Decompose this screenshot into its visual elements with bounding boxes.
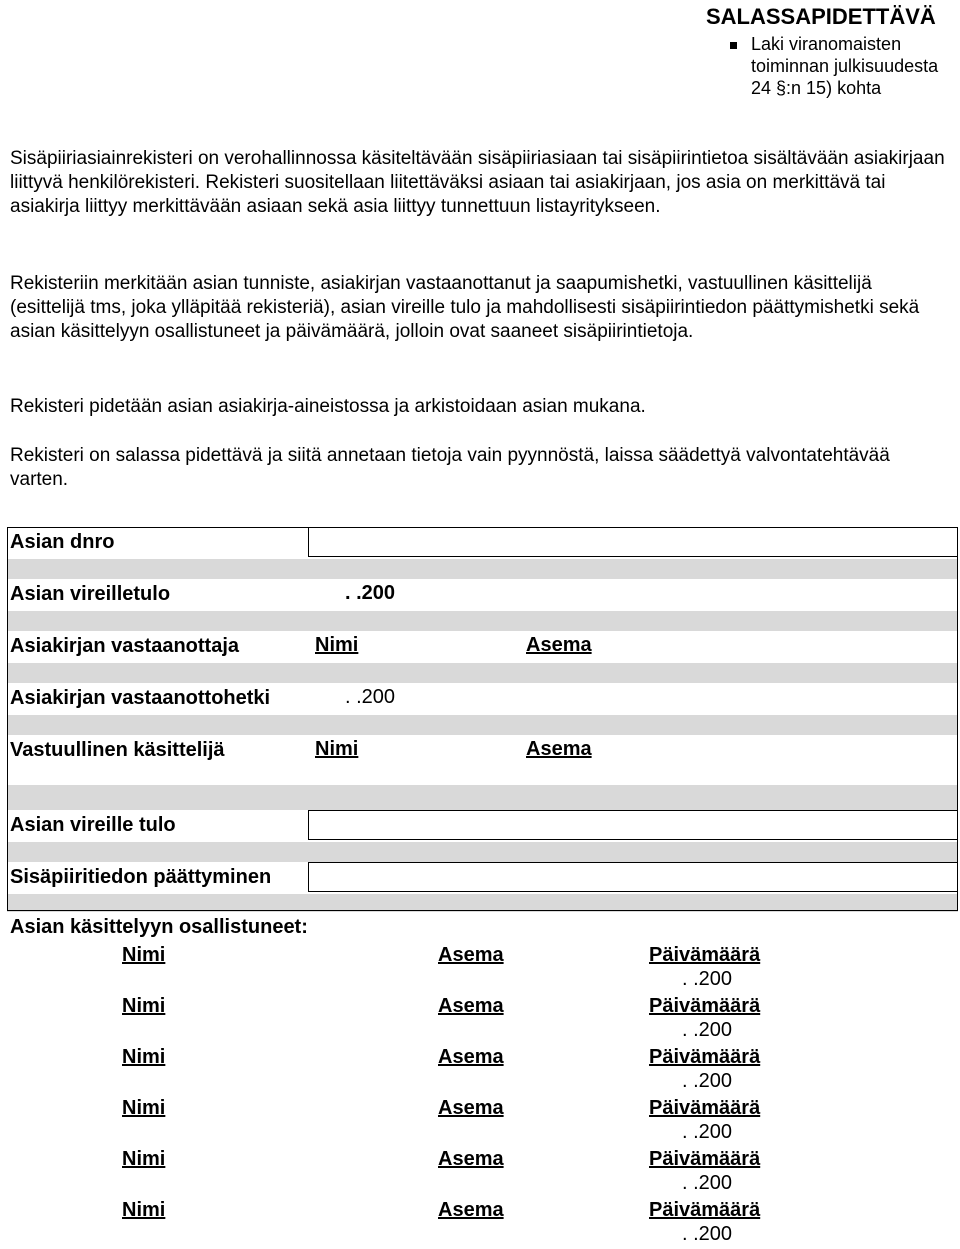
participant-date[interactable]: . .200 (682, 1070, 733, 1092)
participant-date-label: Päivämäärä (649, 995, 761, 1017)
participants-section (7, 913, 958, 1247)
document-recipient-name[interactable]: Nimi (315, 634, 359, 656)
case-initiation-label: Asian vireilletulo (10, 583, 171, 605)
responsible-handler-row (7, 735, 958, 785)
square-bullet-icon (730, 42, 737, 49)
participant-position[interactable]: Asema (438, 1097, 504, 1119)
participant-date-label: Päivämäärä (649, 1046, 761, 1068)
case-number-label: Asian dnro (10, 531, 115, 553)
participant-row (7, 1043, 958, 1094)
law-reference-text: Laki viranomaisten toiminnan julkisuudesta 24 §:n 15) kohta (751, 34, 939, 98)
document-received-date[interactable]: . .200 (345, 686, 396, 708)
insider-info-end-row (7, 862, 958, 894)
participant-date-label: Päivämäärä (649, 1199, 761, 1221)
document-received-label: Asiakirjan vastaanottohetki (10, 687, 271, 709)
confidentiality-paragraph: Rekisteri on salassa pidettävä ja siitä annetaan tietoja vain pyynnöstä, laissa säädettyä valvontatehtävää varten. (10, 445, 890, 490)
participant-date[interactable]: . .200 (682, 968, 733, 990)
participant-row (7, 1145, 958, 1196)
spacer (7, 663, 958, 683)
participant-date-label: Päivämäärä (649, 944, 761, 966)
responsible-handler-position[interactable]: Asema (526, 738, 592, 760)
document-recipient-position[interactable]: Asema (526, 634, 592, 656)
case-number-field[interactable] (308, 527, 958, 557)
spacer (7, 894, 958, 912)
spacer (7, 559, 958, 579)
participant-row (7, 1094, 958, 1145)
case-pending-field[interactable] (308, 810, 958, 840)
participant-date[interactable]: . .200 (682, 1172, 733, 1194)
spacer (7, 611, 958, 631)
case-pending-row (7, 810, 958, 842)
insider-info-end-label: Sisäpiiritiedon päättyminen (10, 866, 272, 888)
intro-paragraph: Sisäpiiriasiainrekisteri on verohallinnossa käsiteltävään sisäpiiriasiaan tai sisäpiirintietoa sisältävään asiakirjaan liittyvä henkilörekisteri. Rekisteri suositellaan liitettäväksi asiaan tai asiakirjaan, jos asia on merkittävä tai asiakirja liittyy merkittävään asiaan sekä asia liittyy tunnettuun listayritykseen. (10, 148, 945, 217)
document-received-row (7, 683, 958, 715)
participant-name[interactable]: Nimi (122, 995, 166, 1017)
participant-date[interactable]: . .200 (682, 1121, 733, 1143)
law-reference-item (706, 33, 956, 99)
spacer (7, 785, 958, 810)
participant-name[interactable]: Nimi (122, 1097, 166, 1119)
register-form (7, 527, 958, 912)
document-recipient-label: Asiakirjan vastaanottaja (10, 635, 239, 657)
case-pending-label: Asian vireille tulo (10, 814, 176, 836)
participant-name[interactable]: Nimi (122, 1199, 166, 1221)
participant-date[interactable]: . .200 (682, 1223, 733, 1245)
participant-date[interactable]: . .200 (682, 1019, 733, 1041)
contents-paragraph: Rekisteriin merkitään asian tunniste, asiakirjan vastaanottanut ja saapumishetki, vastuullinen käsittelijä (esittelijä tms, joka ylläpitää rekisteriä), asian vireille tulo ja mahdollisesti sisäpiirintiedon päättymishetki sekä asian käsittelyyn osallistuneet ja päivämäärä, jolloin ovat saaneet sisäpiirintietoja. (10, 273, 920, 342)
participant-position[interactable]: Asema (438, 1148, 504, 1170)
participant-name[interactable]: Nimi (122, 944, 166, 966)
participant-row (7, 941, 958, 992)
document-recipient-row (7, 631, 958, 663)
storage-paragraph: Rekisteri pidetään asian asiakirja-aineistossa ja arkistoidaan asian mukana. (10, 396, 646, 417)
case-number-row (7, 527, 958, 559)
participant-position[interactable]: Asema (438, 995, 504, 1017)
participant-position[interactable]: Asema (438, 1046, 504, 1068)
participant-position[interactable]: Asema (438, 1199, 504, 1221)
spacer (7, 842, 958, 862)
insider-info-end-field[interactable] (308, 862, 958, 892)
participant-date-label: Päivämäärä (649, 1148, 761, 1170)
participant-row (7, 1196, 958, 1247)
participants-title: Asian käsittelyyn osallistuneet: (10, 916, 308, 938)
case-initiation-date[interactable]: . .200 (345, 582, 396, 604)
participant-date-label: Päivämäärä (649, 1097, 761, 1119)
responsible-handler-name[interactable]: Nimi (315, 738, 359, 760)
spacer (7, 715, 958, 735)
classification-title: SALASSAPIDETTÄVÄ (706, 4, 936, 29)
participant-name[interactable]: Nimi (122, 1046, 166, 1068)
participant-position[interactable]: Asema (438, 944, 504, 966)
participant-name[interactable]: Nimi (122, 1148, 166, 1170)
classification-block (706, 4, 956, 99)
case-initiation-row (7, 579, 958, 611)
responsible-handler-label: Vastuullinen käsittelijä (10, 739, 225, 761)
participant-row (7, 992, 958, 1043)
